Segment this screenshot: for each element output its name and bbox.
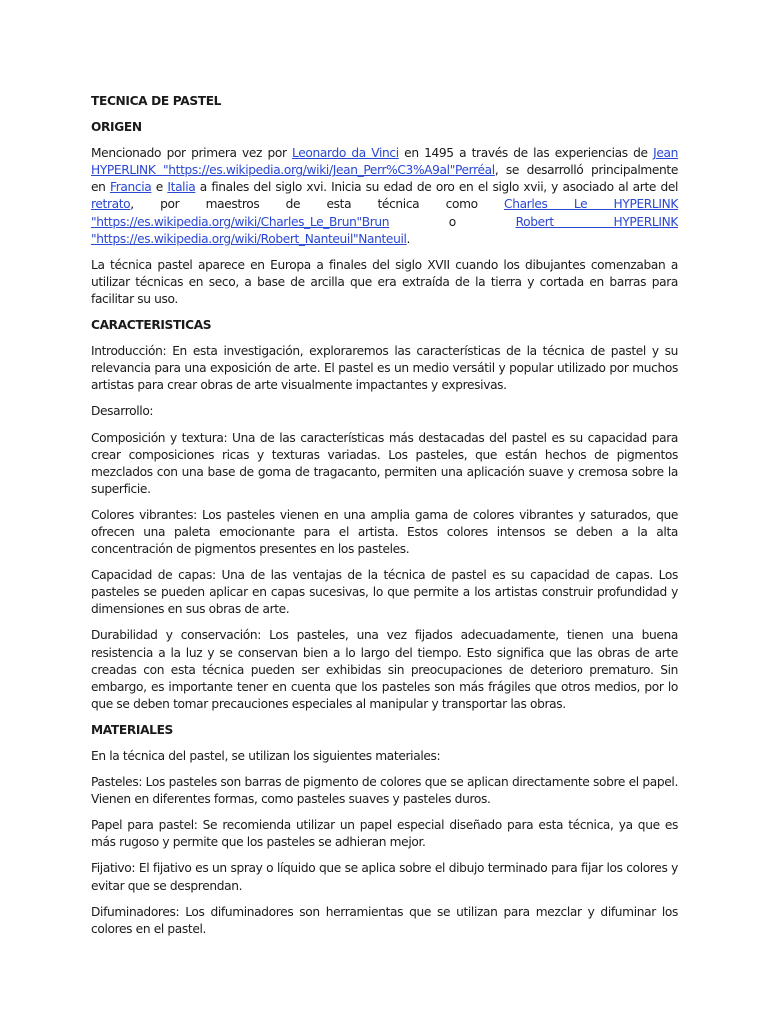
paragraph-difuminadores: Difuminadores: Los difuminadores son herramientas que se utilizan para mezclar y difuminar los colores en el pastel. <box>91 904 678 936</box>
paragraph-introduccion: Introducción: En esta investigación, exploraremos las características de la técnica de pastel y su relevancia para una exposición de arte. El pastel es un medio versátil y popular utilizado por muchos artistas para crear obras de arte visualmente impactantes y expresivas. <box>91 344 678 393</box>
link-leonardo-da-vinci[interactable]: Leonardo da Vinci <box>292 146 399 161</box>
link-jean-perreal[interactable]: Jean HYPERLINK "https://es.wikipedia.org/wiki/Jean_Perr%C3%A9al"Perréal <box>91 146 678 178</box>
paragraph-desarrollo: Desarrollo: <box>91 404 154 419</box>
heading-caracteristicas: CARACTERISTICAS <box>91 318 212 333</box>
paragraph-fijativo: Fijativo: El fijativo es un spray o líquido que se aplica sobre el dibujo terminado para fijar los colores y evitar que se desprendan. <box>91 861 678 893</box>
text-run: en 1495 a través de las experiencias de <box>398 146 654 161</box>
paragraph-colores: Colores vibrantes: Los pasteles vienen en una amplia gama de colores vibrantes y saturados, que ofrecen una paleta emocionante para el artista. Estos colores intensos se deben a la alta concentración de pigmentos presentes en los pasteles. <box>91 507 678 557</box>
text-run: e <box>151 180 168 195</box>
paragraph-materiales-intro: En la técnica del pastel, se utilizan los siguientes materiales: <box>91 749 441 763</box>
paragraph-durabilidad: Durabilidad y conservación: Los pasteles, una vez fijados adecuadamente, tienen una buena resistencia a la luz y se conservan bien a lo largo del tiempo. Esto significa que las obras de arte creadas con esta técnica pueden ser exhibidas sin preocupaciones de deterioro prematuro. Sin embargo, es importante tener en cuenta que los pasteles son más frágiles que otros medios, por lo que se deben tomar precauciones especiales al manipular y transportar las obras. <box>91 628 678 711</box>
link-charles-le-brun[interactable]: Charles Le HYPERLINK "https://es.wikipedia.org/wiki/Charles_Le_Brun"Brun <box>91 197 679 229</box>
text-run: . <box>406 231 411 246</box>
document-title: TECNICA DE PASTEL <box>91 94 222 108</box>
text-run: o <box>389 214 516 229</box>
text-run: a finales del siglo xvi. Inicia su edad de oro en el siglo xvii, y asociado al arte del <box>195 180 679 195</box>
text-run: , se desarrolló principalmente en <box>91 163 678 195</box>
text-run: Mencionado por primera vez por <box>91 146 293 161</box>
paragraph-origen-1 <box>91 145 678 248</box>
link-francia[interactable]: Francia <box>109 180 152 195</box>
paragraph-capas: Capacidad de capas: Una de las ventajas de la técnica de pastel es su capacidad de capas. Los pasteles se pueden aplicar en capas sucesivas, lo que permite a los artistas construir profundidad y dimensiones en sus obras de arte. <box>91 568 678 617</box>
paragraph-composicion: Composición y textura: Una de las características más destacadas del pastel es su capacidad para crear composiciones ricas y texturas variadas. Los pasteles, que están hechos de pigmentos mezclados con una base de goma de tragacanto, permiten una aplicación suave y cremosa sobre la superficie. <box>91 430 678 496</box>
heading-origen: ORIGEN <box>91 120 142 135</box>
document-page <box>91 93 678 947</box>
link-retrato[interactable]: retrato <box>91 197 131 212</box>
heading-materiales: MATERIALES <box>91 722 173 737</box>
text-run: , por maestros de esta técnica como <box>130 197 505 212</box>
link-robert-nanteuil[interactable]: Robert HYPERLINK "https://es.wikipedia.org/wiki/Robert_Nanteuil"Nanteuil <box>91 214 678 246</box>
paragraph-papel: Papel para pastel: Se recomienda utilizar un papel especial diseñado para esta técnica, ya que es más rugoso y permite que los pasteles se adhieran mejor. <box>91 818 678 850</box>
link-italia[interactable]: Italia <box>167 180 196 195</box>
paragraph-pasteles: Pasteles: Los pasteles son barras de pigmento de colores que se aplican directamente sobre el papel. Vienen en diferentes formas, como pasteles suaves y pasteles duros. <box>91 775 678 807</box>
paragraph-origen-2: La técnica pastel aparece en Europa a finales del siglo XVII cuando los dibujantes comenzaban a utilizar técnicas en seco, a base de arcilla que era extraída de la tierra y cortada en barras para facilitar su uso. <box>91 257 678 306</box>
